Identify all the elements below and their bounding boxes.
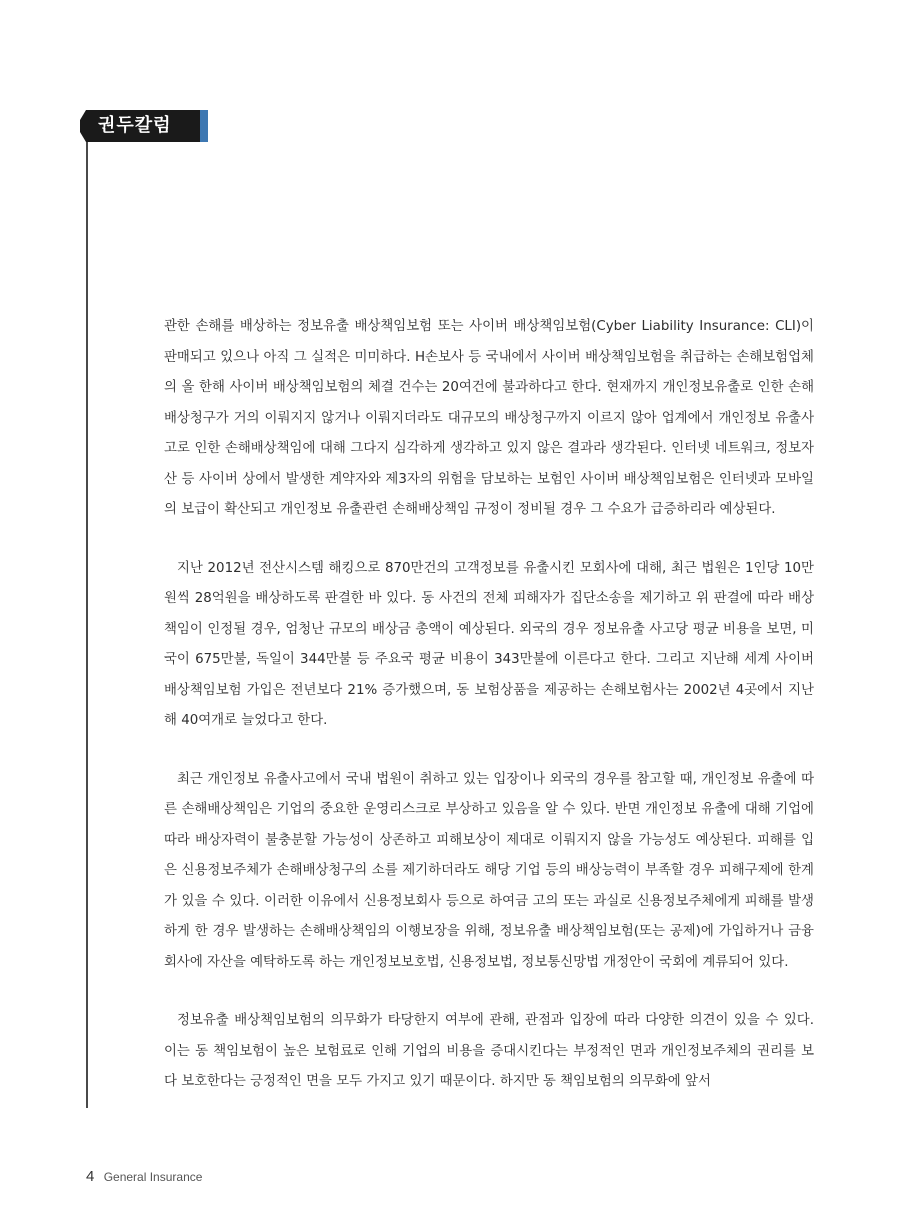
page-number: 4 xyxy=(86,1168,95,1185)
paragraph: 최근 개인정보 유출사고에서 국내 법원이 취하고 있는 입장이나 외국의 경우를 참고할 때, 개인정보 유출에 따른 손해배상책임은 기업의 중요한 운영리스크로 부상하고 있음을 알 수 있다. 반면 개인정보 유출에 대해 기업에 따라 배상자력이 불충분할 가능성이 상존하고 피해보상이 제대로 이뤄지지 않을 가능성도 예상된다. 피해를 입은 신용정보주체가 손해배상청구의 소를 제기하더라도 해당 기업 등의 배상능력이 부족할 경우 피해구제에 한계가 있을 수 있다. 이러한 이유에서 신용정보회사 등으로 하여금 고의 또는 과실로 신용정보주체에게 피해를 발생하게 한 경우 발생하는 손해배상책임의 이행보장을 위해, 정보유출 배상책임보험(또는 공제)에 가입하거나 금융회사에 자산을 예탁하도록 하는 개인정보보호법, 신용정보법, 정보통신망법 개정안이 국회에 계류되어 있다. xyxy=(164,771,814,970)
page-footer xyxy=(86,1168,202,1185)
publication-name: General Insurance xyxy=(103,1170,203,1184)
paragraph: 정보유출 배상책임보험의 의무화가 타당한지 여부에 관해, 관점과 입장에 따라 다양한 의견이 있을 수 있다. 이는 동 책임보험이 높은 보험료로 인해 기업의 비용을 증대시킨다는 부정적인 면과 개인정보주체의 권리를 보다 보호한다는 긍정적인 면을 모두 가지고 있기 때문이다. 하지만 동 책임보험의 의무화에 앞서 xyxy=(164,1013,814,1089)
section-tab xyxy=(80,110,206,142)
paragraph: 관한 손해를 배상하는 정보유출 배상책임보험 또는 사이버 배상책임보험(Cyber Liability Insurance: CLI)이 판매되고 있으나 아직 그 실적은 미미하다. H손보사 등 국내에서 사이버 배상책임보험을 취급하는 손해보험업체의 올 한해 사이버 배상책임보험의 체결 건수는 20여건에 불과하다고 한다. 현재까지 개인정보유출로 인한 손해배상청구가 거의 이뤄지지 않거나 이뤄지더라도 대규모의 배상청구까지 이르지 않아 업계에서 개인정보 유출사고로 인한 손해배상책임에 대해 그다지 심각하게 생각하고 있지 않은 결과라 생각된다. 인터넷 네트워크, 정보자산 등 사이버 상에서 발생한 계약자와 제3자의 위험을 담보하는 보험인 사이버 배상책임보험은 인터넷과 모바일의 보급이 확산되고 개인정보 유출관련 손해배상책임 규정이 정비될 경우 그 수요가 급증하리라 예상된다. xyxy=(164,319,814,517)
article-body xyxy=(164,312,814,1126)
section-label: 권두칼럼 xyxy=(98,115,172,136)
section-tab-accent xyxy=(200,110,208,142)
paragraph: 지난 2012년 전산시스템 해킹으로 870만건의 고객정보를 유출시킨 모회사에 대해, 최근 법원은 1인당 10만원씩 28억원을 배상하도록 판결한 바 있다. 동 사건의 전체 피해자가 집단소송을 제기하고 위 판결에 따라 배상책임이 인정될 경우, 엄청난 규모의 배상금 총액이 예상된다. 외국의 경우 정보유출 사고당 평균 비용을 보면, 미국이 675만불, 독일이 344만불 등 주요국 평균 비용이 343만불에 이른다고 한다. 그리고 지난해 세계 사이버 배상책임보험 가입은 전년보다 21% 증가했으며, 동 보험상품을 제공하는 손해보험사는 2002년 4곳에서 지난해 40여개로 늘었다고 한다. xyxy=(164,560,814,728)
vertical-rule xyxy=(86,142,88,1108)
